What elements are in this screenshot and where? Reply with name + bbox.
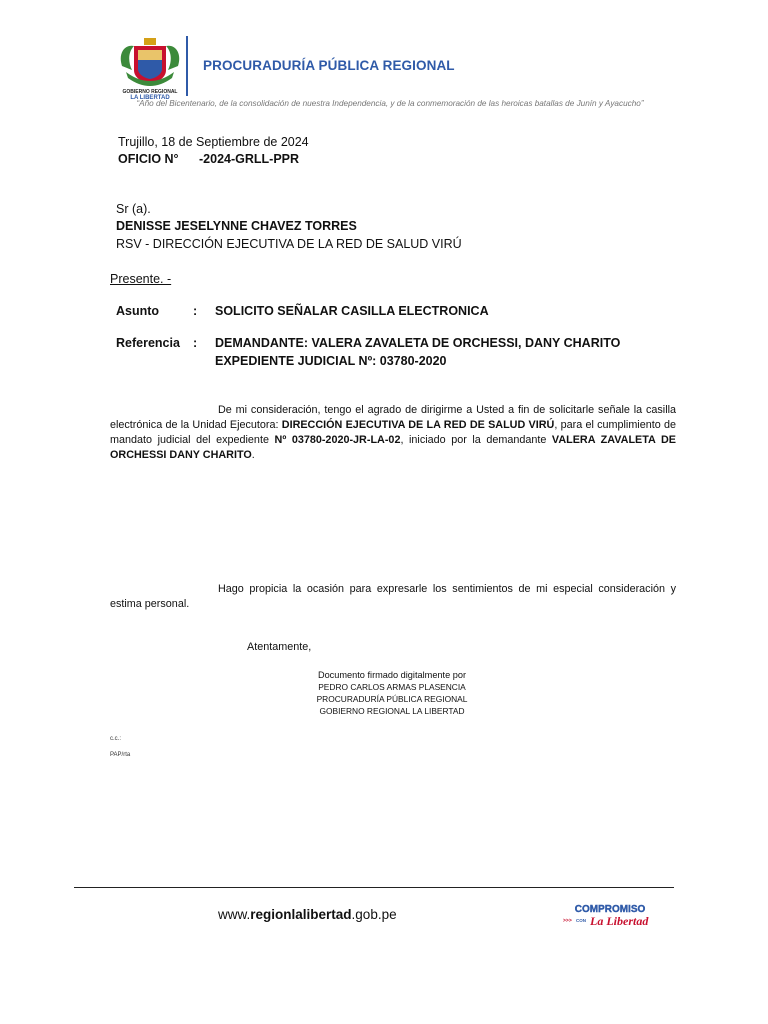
brand-bottom-text: La Libertad: [590, 914, 649, 928]
referencia-label: Referencia: [116, 336, 180, 350]
logo-top-text: GOBIERNO REGIONAL: [122, 89, 178, 95]
referencia-line-2: EXPEDIENTE JUDICIAL Nº: 03780-2020: [215, 354, 447, 368]
signer-name: PEDRO CARLOS ARMAS PLASENCIA: [318, 682, 466, 692]
place-date: Trujillo, 18 de Septiembre de 2024: [118, 135, 309, 149]
website-link[interactable]: www.regionlalibertad.gob.pe: [218, 907, 397, 922]
brand-con-text: CON: [576, 918, 586, 923]
header-divider: [186, 36, 188, 96]
logo-bottom-text: LA LIBERTAD: [130, 95, 170, 100]
oficio-number: -2024-GRLL-PPR: [199, 152, 300, 166]
organization-name: PROCURADURÍA PÚBLICA REGIONAL: [203, 58, 455, 73]
body-paragraph-1: De mi consideración, tengo el agrado de dirigirme a Usted a fin de solicitarle señale la casilla electrónica de la Unidad Ejecutora: DIRECCIÓN EJECUTIVA DE LA RED DE SALUD VIRÚ, para el cumplimiento de mandato judicial del expediente Nº 03780-2020-JR-LA-02, iniciado por la demandante VALERA ZAVALETA DE ORCHESSI DANY CHARITO.: [110, 404, 677, 461]
oficio-label: OFICIO N°: [118, 152, 179, 166]
digital-signature-block: [300, 669, 484, 717]
year-motto: “Año del Bicentenario, de la consolidación de nuestra Independencia, y de la conmemoración de las heroicas batallas de Junín y Ayacucho”: [136, 99, 644, 108]
footer-divider: [74, 887, 674, 888]
recipient-name: DENISSE JESELYNNE CHAVEZ TORRES: [116, 219, 357, 233]
asunto-value: SOLICITO SEÑALAR CASILLA ELECTRONICA: [215, 304, 489, 318]
closing: Atentamente,: [247, 641, 312, 653]
asunto-colon: :: [193, 304, 198, 318]
regional-coat-of-arms-logo: [116, 36, 184, 100]
compromiso-brand-logo: [560, 902, 660, 928]
referencia-colon: :: [193, 336, 198, 350]
signer-office: PROCURADURÍA PÚBLICA REGIONAL: [316, 694, 468, 704]
asunto-label: Asunto: [116, 304, 160, 318]
referencia-line-1: DEMANDANTE: VALERA ZAVALETA DE ORCHESSI, DANY CHARITO: [215, 336, 621, 350]
presente: Presente. -: [110, 272, 172, 286]
salutation: Sr (a).: [116, 202, 151, 216]
signer-institution: GOBIERNO REGIONAL LA LIBERTAD: [319, 706, 465, 716]
reference-initials: PAP/rta: [110, 752, 131, 758]
body-paragraph-2: Hago propicia la ocasión para expresarle los sentimientos de mi especial consideración y estima personal.: [110, 583, 676, 610]
cc-label: c.c.:: [110, 736, 122, 742]
brand-top-text: COMPROMISO: [574, 904, 646, 915]
recipient-office: RSV - DIRECCIÓN EJECUTIVA DE LA RED DE SALUD VIRÚ: [116, 237, 462, 251]
svg-text:>>>: >>>: [563, 918, 572, 924]
signature-line-1: Documento firmado digitalmente por: [317, 670, 467, 680]
